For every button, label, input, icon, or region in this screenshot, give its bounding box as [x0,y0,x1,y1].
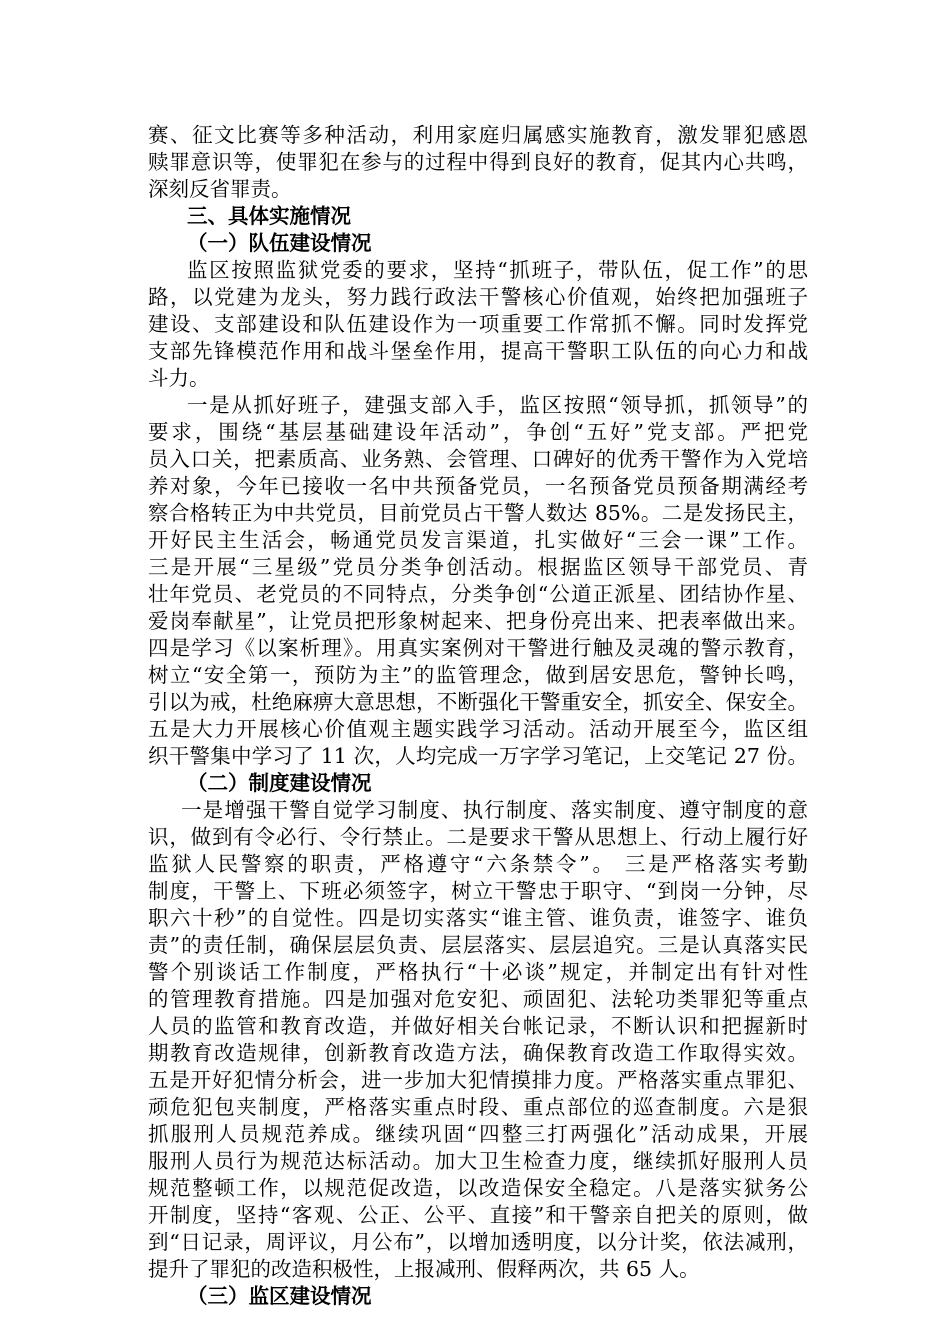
body-line: 树立“安全第一，预防为主”的监管理念，做到居安思危，警钟长鸣， [148,663,808,687]
body-line: 支部先锋模范作用和战斗堡垒作用，提高干警职工队伍的向心力和战 [148,339,808,363]
body-line: 斗力。 [148,366,210,390]
body-line: 提升了罪犯的改造积极性，上报减刑、假释两次，共 65 人。 [148,1257,700,1281]
body-line: 建设、支部建设和队伍建设作为一项重要工作常抓不懈。同时发挥党 [148,312,808,336]
body-line: 人员的监管和教育改造，并做好相关台帐记录，不断认识和把握新时 [148,1014,808,1038]
body-line: 识，做到有令必行、令行禁止。二是要求干警从思想上、行动上履行好 [148,825,808,849]
body-line: 制度，干警上、下班必须签字，树立干警忠于职守、“到岗一分钟，尽 [148,879,808,903]
body-line: 引以为戒，杜绝麻痹大意思想，不断强化干警重安全，抓安全、保安全。 [148,690,808,714]
body-line: 一是从抓好班子，建强支部入手，监区按照“领导抓，抓领导”的 [187,393,808,417]
body-line: 要求，围绕“基层基础建设年活动”，争创“五好”党支部。严把党 [148,420,808,444]
body-line: 警个别谈话工作制度，严格执行“十必谈”规定，并制定出有针对性 [148,960,808,984]
subsection-heading: （二）制度建设情况 [187,771,372,795]
body-line: 开制度，坚持“客观、公正、公平、直接”和干警亲自把关的原则，做 [148,1203,808,1227]
body-line: 顽危犯包夹制度，严格落实重点时段、重点部位的巡查制度。六是狠 [148,1095,808,1119]
body-line: 织干警集中学习了 11 次，人均完成一万字学习笔记，上交笔记 27 份。 [148,744,808,768]
subsection-heading: （三）监区建设情况 [187,1284,372,1308]
body-line: 路，以党建为龙头，努力践行政法干警核心价值观，始终把加强班子 [148,285,808,309]
body-line: 的管理教育措施。四是加强对危安犯、顽固犯、法轮功类罪犯等重点 [148,987,808,1011]
body-line: 到“日记录，周评议，月公布”，以增加透明度，以分计奖，依法减刑， [148,1230,808,1254]
body-line: 壮年党员、老党员的不同特点，分类争创“公道正派星、团结协作星、 [148,582,808,606]
body-line: 抓服刑人员规范养成。继续巩固“四整三打两强化”活动成果，开展 [148,1122,808,1146]
body-line: 赎罪意识等，使罪犯在参与的过程中得到良好的教育，促其内心共鸣， [148,150,808,174]
subsection-heading: （一）队伍建设情况 [187,231,372,255]
body-line: 爱岗奉献星”，让党员把形象树起来、把身份亮出来、把表率做出来。 [148,609,808,633]
body-line: 赛、征文比赛等多种活动，利用家庭归属感实施教育，激发罪犯感恩 [148,123,808,147]
body-line: 一是增强干警自觉学习制度、执行制度、落实制度、遵守制度的意 [181,798,808,822]
body-line: 三是开展“三星级”党员分类争创活动。根据监区领导干部党员、青 [148,555,808,579]
body-line: 深刻反省罪责。 [148,177,292,201]
body-line: 监区按照监狱党委的要求，坚持“抓班子，带队伍，促工作”的思 [187,258,808,282]
body-line: 五是大力开展核心价值观主题实践学习活动。活动开展至今，监区组 [148,717,808,741]
body-line: 员入口关，把素质高、业务熟、会管理、口碑好的优秀干警作为入党培 [148,447,808,471]
body-line: 开好民主生活会，畅通党员发言渠道，扎实做好“三会一课”工作。 [148,528,808,552]
body-line: 服刑人员行为规范达标活动。加大卫生检查力度，继续抓好服刑人员 [148,1149,808,1173]
body-line: 规范整顿工作，以规范促改造，以改造保安全稳定。八是落实狱务公 [148,1176,808,1200]
section-heading: 三、具体实施情况 [187,204,351,228]
body-line: 五是开好犯情分析会，进一步加大犯情摸排力度。严格落实重点罪犯、 [148,1068,808,1092]
body-line: 期教育改造规律，创新教育改造方法，确保教育改造工作取得实效。 [148,1041,808,1065]
body-line: 职六十秒”的自觉性。四是切实落实“谁主管、谁负责，谁签字、谁负 [148,906,808,930]
body-line: 责”的责任制，确保层层负责、层层落实、层层追究。三是认真落实民 [148,933,808,957]
body-line: 察合格转正为中共党员，目前党员占干警人数达 85%。二是发扬民主， [148,501,808,525]
body-line: 监狱人民警察的职责，严格遵守“六条禁令”。 三是严格落实考勤 [148,852,808,876]
body-line: 四是学习《以案析理》。用真实案例对干警进行触及灵魂的警示教育， [148,636,808,660]
body-line: 养对象，今年已接收一名中共预备党员，一名预备党员预备期满经考 [148,474,808,498]
